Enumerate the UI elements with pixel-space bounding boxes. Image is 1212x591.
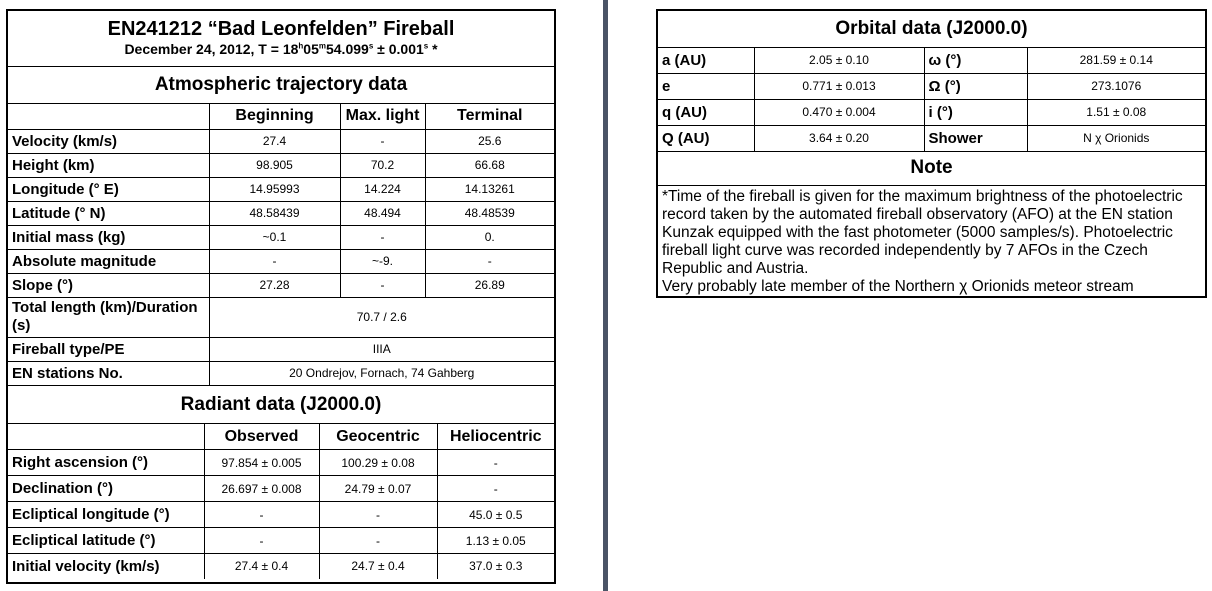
- row-label: Initial mass (kg): [8, 225, 209, 249]
- value-cell: ~0.1: [209, 225, 340, 249]
- table-row: [8, 273, 554, 297]
- table-row: [8, 153, 554, 177]
- note-paragraph: *Time of the fireball is given for the maximum brightness of the photoelectric record taken by the automated fireball observatory (AFO) at the EN station Kunzak equipped with the fast photometer (5000 samples/s). Photoelectric fireball light curve was recorded independently by 7 AFOs in the Czech Republic and Austria.: [662, 187, 1183, 277]
- value-cell: 37.0 ± 0.3: [437, 554, 554, 579]
- radiant-table: [8, 385, 554, 579]
- fireball-date-time: December 24, 2012, $T = 18^h05^m54.099^s \pm 0.001^s$ *: [124, 41, 438, 58]
- table-row: [8, 476, 554, 502]
- note-section-title: Note: [658, 151, 1205, 185]
- table-row: [8, 337, 554, 361]
- value-cell: ~-9.: [340, 249, 425, 273]
- orbital-section-title: Orbital data (J2000.0): [658, 11, 1205, 47]
- column-header-terminal: Terminal: [425, 103, 554, 129]
- row-label: i (°): [924, 99, 1027, 125]
- value-cell: 281.59 ± 0.14: [1027, 47, 1205, 73]
- radiant-section-title: Radiant data (J2000.0): [8, 386, 554, 424]
- trajectory-section-title: Atmospheric trajectory data: [8, 66, 554, 103]
- stations-value: 20 Ondrejov, Fornach, 74 Gahberg: [209, 361, 554, 385]
- value-cell: 1.51 ± 0.08: [1027, 99, 1205, 125]
- value-cell: 27.4: [209, 129, 340, 153]
- value-cell: 0.470 ± 0.004: [754, 99, 924, 125]
- table-row: [658, 99, 1205, 125]
- value-cell: -: [437, 476, 554, 502]
- value-cell: 24.79 ± 0.07: [319, 476, 437, 502]
- table-row: [8, 528, 554, 554]
- note-paragraph: Very probably late member of the Northern χ Orionids meteor stream: [662, 277, 1134, 295]
- value-cell: -: [425, 249, 554, 273]
- table-row: [658, 125, 1205, 151]
- trajectory-header-empty: [8, 103, 209, 129]
- row-label: e: [658, 73, 754, 99]
- row-label: Initial velocity (km/s): [8, 554, 204, 579]
- row-label: Longitude (° E): [8, 177, 209, 201]
- value-cell: 26.697 ± 0.008: [204, 476, 319, 502]
- value-cell: 27.28: [209, 273, 340, 297]
- value-cell: 70.2: [340, 153, 425, 177]
- value-cell: 27.4 ± 0.4: [204, 554, 319, 579]
- column-header-observed: Observed: [204, 424, 319, 450]
- table-row: [8, 225, 554, 249]
- value-cell: 24.7 ± 0.4: [319, 554, 437, 579]
- value-cell: 25.6: [425, 129, 554, 153]
- value-cell: 3.64 ± 0.20: [754, 125, 924, 151]
- value-cell: 14.95993: [209, 177, 340, 201]
- orbital-data-panel: [656, 9, 1207, 298]
- panel-divider: [603, 0, 608, 591]
- row-label: Q (AU): [658, 125, 754, 151]
- column-header-geocentric: Geocentric: [319, 424, 437, 450]
- value-cell: 48.48539: [425, 201, 554, 225]
- table-row: [8, 450, 554, 476]
- row-label: ω (°): [924, 47, 1027, 73]
- row-label: a (AU): [658, 47, 754, 73]
- value-cell: 26.89: [425, 273, 554, 297]
- trajectory-table: [8, 11, 554, 385]
- column-header-heliocentric: Heliocentric: [437, 424, 554, 450]
- value-cell: 14.224: [340, 177, 425, 201]
- row-label: Velocity (km/s): [8, 129, 209, 153]
- value-cell: 66.68: [425, 153, 554, 177]
- orbital-table: [658, 11, 1205, 296]
- row-label: Latitude (° N): [8, 201, 209, 225]
- table-row: [8, 297, 554, 337]
- row-label: Slope (°): [8, 273, 209, 297]
- fireball-title: EN241212 “Bad Leonfelden” Fireball: [107, 18, 455, 41]
- value-cell: N χ Orionids: [1027, 125, 1205, 151]
- row-label: Ecliptical latitude (°): [8, 528, 204, 554]
- row-label: Right ascension (°): [8, 450, 204, 476]
- value-cell: -: [340, 129, 425, 153]
- value-cell: 0.771 ± 0.013: [754, 73, 924, 99]
- value-cell: -: [319, 502, 437, 528]
- row-label: Shower: [924, 125, 1027, 151]
- row-label: Height (km): [8, 153, 209, 177]
- value-cell: 48.494: [340, 201, 425, 225]
- value-cell: 273.1076: [1027, 73, 1205, 99]
- value-cell: -: [204, 502, 319, 528]
- value-cell: -: [437, 450, 554, 476]
- table-row: [8, 361, 554, 385]
- table-row: [658, 47, 1205, 73]
- total-length-value: 70.7 / 2.6: [209, 297, 554, 337]
- table-row: [8, 177, 554, 201]
- value-cell: 45.0 ± 0.5: [437, 502, 554, 528]
- radiant-header-empty: [8, 424, 204, 450]
- row-label: q (AU): [658, 99, 754, 125]
- table-row: [8, 249, 554, 273]
- row-label: Absolute magnitude: [8, 249, 209, 273]
- value-cell: -: [340, 273, 425, 297]
- value-cell: 0.: [425, 225, 554, 249]
- value-cell: -: [319, 528, 437, 554]
- row-label: Ω (°): [924, 73, 1027, 99]
- fireball-type-label: Fireball type/PE: [8, 337, 209, 361]
- value-cell: -: [204, 528, 319, 554]
- table-row: [8, 554, 554, 579]
- value-cell: 48.58439: [209, 201, 340, 225]
- column-header-max-light: Max. light: [340, 103, 425, 129]
- title-cell: [8, 11, 554, 66]
- stations-label: EN stations No.: [8, 361, 209, 385]
- value-cell: 98.905: [209, 153, 340, 177]
- row-label: Ecliptical longitude (°): [8, 502, 204, 528]
- value-cell: -: [209, 249, 340, 273]
- value-cell: 1.13 ± 0.05: [437, 528, 554, 554]
- fireball-type-value: IIIA: [209, 337, 554, 361]
- fireball-data-panel: [6, 9, 556, 584]
- value-cell: 2.05 ± 0.10: [754, 47, 924, 73]
- table-row: [8, 502, 554, 528]
- table-row: [8, 129, 554, 153]
- value-cell: 97.854 ± 0.005: [204, 450, 319, 476]
- table-row: [658, 73, 1205, 99]
- value-cell: -: [340, 225, 425, 249]
- note-text: [658, 185, 1205, 296]
- value-cell: 100.29 ± 0.08: [319, 450, 437, 476]
- column-header-beginning: Beginning: [209, 103, 340, 129]
- total-length-label: Total length (km)/Duration (s): [8, 297, 209, 337]
- value-cell: 14.13261: [425, 177, 554, 201]
- row-label: Declination (°): [8, 476, 204, 502]
- table-row: [8, 201, 554, 225]
